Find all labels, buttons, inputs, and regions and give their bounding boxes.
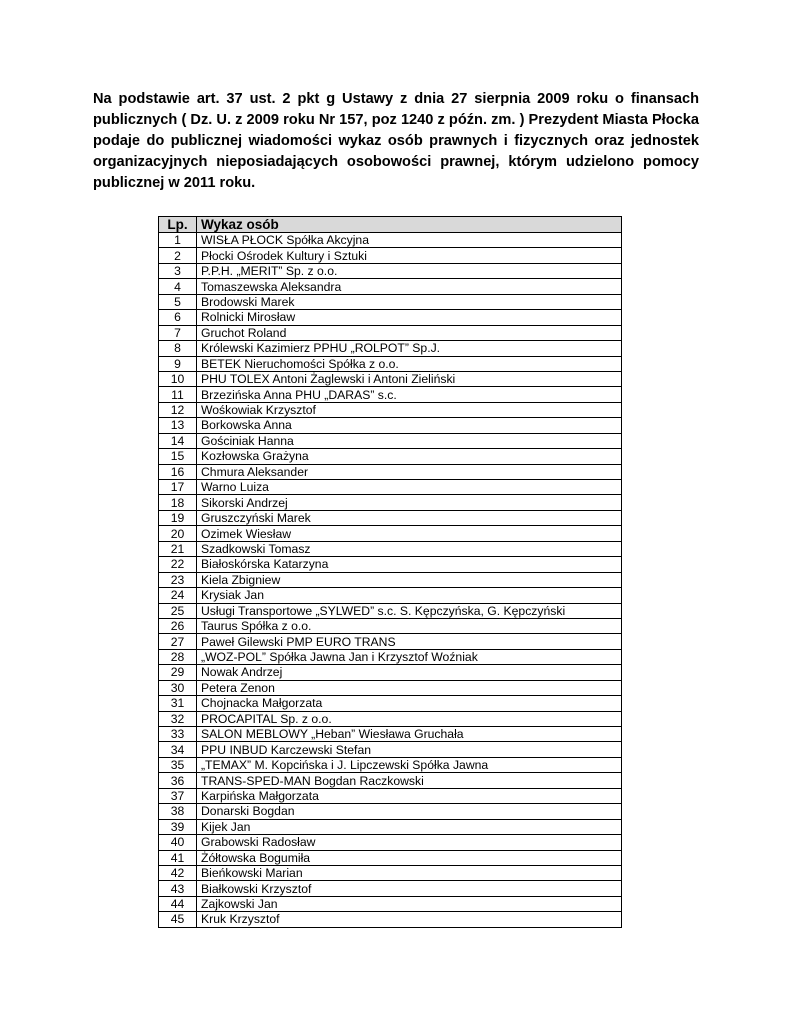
row-number: 42 <box>159 865 197 880</box>
table-row <box>159 680 622 695</box>
row-entity-name: Brzezińska Anna PHU „DARAS” s.c. <box>197 387 622 402</box>
row-entity-name: Petera Zenon <box>197 680 622 695</box>
row-number: 16 <box>159 464 197 479</box>
table-row <box>159 464 622 479</box>
row-entity-name: PHU TOLEX Antoni Żaglewski i Antoni Zieliński <box>197 371 622 386</box>
row-number: 26 <box>159 618 197 633</box>
row-entity-name: Kruk Krzysztof <box>197 912 622 927</box>
row-entity-name: Borkowska Anna <box>197 418 622 433</box>
row-entity-name: Gościniak Hanna <box>197 433 622 448</box>
row-number: 9 <box>159 356 197 371</box>
row-entity-name: SALON MEBLOWY „Heban” Wiesława Gruchała <box>197 727 622 742</box>
row-number: 24 <box>159 588 197 603</box>
row-number: 19 <box>159 510 197 525</box>
row-number: 45 <box>159 912 197 927</box>
row-number: 2 <box>159 248 197 263</box>
row-number: 41 <box>159 850 197 865</box>
row-number: 39 <box>159 819 197 834</box>
table-row <box>159 912 622 927</box>
beneficiaries-table <box>158 216 622 928</box>
row-number: 28 <box>159 649 197 664</box>
row-entity-name: Warno Luiza <box>197 480 622 495</box>
row-number: 30 <box>159 680 197 695</box>
row-entity-name: Brodowski Marek <box>197 294 622 309</box>
row-entity-name: Donarski Bogdan <box>197 804 622 819</box>
table-row <box>159 788 622 803</box>
row-number: 20 <box>159 526 197 541</box>
row-entity-name: Królewski Kazimierz PPHU „ROLPOT” Sp.J. <box>197 341 622 356</box>
row-number: 37 <box>159 788 197 803</box>
row-entity-name: Rolnicki Mirosław <box>197 310 622 325</box>
row-number: 17 <box>159 480 197 495</box>
table-row <box>159 742 622 757</box>
table-row <box>159 896 622 911</box>
row-number: 8 <box>159 341 197 356</box>
table-row <box>159 495 622 510</box>
row-number: 3 <box>159 263 197 278</box>
row-entity-name: Nowak Andrzej <box>197 665 622 680</box>
row-number: 27 <box>159 634 197 649</box>
table-header <box>159 217 622 233</box>
table-row <box>159 881 622 896</box>
column-header-name: Wykaz osób <box>197 217 622 233</box>
table-row <box>159 526 622 541</box>
row-entity-name: Usługi Transportowe „SYLWED” s.c. S. Kępczyńska, G. Kępczyński <box>197 603 622 618</box>
row-entity-name: Paweł Gilewski PMP EURO TRANS <box>197 634 622 649</box>
table-row <box>159 356 622 371</box>
row-number: 36 <box>159 773 197 788</box>
row-entity-name: Gruchot Roland <box>197 325 622 340</box>
row-entity-name: BETEK Nieruchomości Spółka z o.o. <box>197 356 622 371</box>
table-row <box>159 696 622 711</box>
row-number: 18 <box>159 495 197 510</box>
row-entity-name: Tomaszewska Aleksandra <box>197 279 622 294</box>
row-entity-name: Taurus Spółka z o.o. <box>197 618 622 633</box>
row-number: 25 <box>159 603 197 618</box>
row-number: 4 <box>159 279 197 294</box>
table-row <box>159 588 622 603</box>
row-entity-name: Chojnacka Małgorzata <box>197 696 622 711</box>
row-number: 21 <box>159 541 197 556</box>
row-entity-name: „WOZ-POL” Spółka Jawna Jan i Krzysztof Woźniak <box>197 649 622 664</box>
table-row <box>159 727 622 742</box>
column-header-lp: Lp. <box>159 217 197 233</box>
row-entity-name: TRANS-SPED-MAN Bogdan Raczkowski <box>197 773 622 788</box>
row-entity-name: Gruszczyński Marek <box>197 510 622 525</box>
header-row <box>159 217 622 233</box>
row-number: 35 <box>159 757 197 772</box>
table-row <box>159 757 622 772</box>
row-entity-name: Białkowski Krzysztof <box>197 881 622 896</box>
row-entity-name: Ozimek Wiesław <box>197 526 622 541</box>
row-number: 14 <box>159 433 197 448</box>
table-row <box>159 804 622 819</box>
table-row <box>159 665 622 680</box>
table-row <box>159 310 622 325</box>
table-row <box>159 233 622 248</box>
row-entity-name: „TEMAX” M. Kopcińska i J. Lipczewski Spółka Jawna <box>197 757 622 772</box>
table-row <box>159 649 622 664</box>
table-row <box>159 325 622 340</box>
table-row <box>159 433 622 448</box>
table-row <box>159 263 622 278</box>
row-entity-name: PROCAPITAL Sp. z o.o. <box>197 711 622 726</box>
row-entity-name: Zajkowski Jan <box>197 896 622 911</box>
row-entity-name: Białoskórska Katarzyna <box>197 557 622 572</box>
row-number: 31 <box>159 696 197 711</box>
table-row <box>159 865 622 880</box>
row-entity-name: P.P.H. „MERIT” Sp. z o.o. <box>197 263 622 278</box>
row-number: 12 <box>159 402 197 417</box>
row-number: 22 <box>159 557 197 572</box>
row-entity-name: Żółtowska Bogumiła <box>197 850 622 865</box>
table-row <box>159 279 622 294</box>
table-row <box>159 480 622 495</box>
table-row <box>159 819 622 834</box>
row-entity-name: Krysiak Jan <box>197 588 622 603</box>
row-entity-name: Sikorski Andrzej <box>197 495 622 510</box>
table-row <box>159 248 622 263</box>
row-number: 6 <box>159 310 197 325</box>
row-entity-name: Chmura Aleksander <box>197 464 622 479</box>
table-row <box>159 510 622 525</box>
table-row <box>159 449 622 464</box>
row-number: 43 <box>159 881 197 896</box>
table-row <box>159 557 622 572</box>
table-row <box>159 634 622 649</box>
row-number: 11 <box>159 387 197 402</box>
row-number: 10 <box>159 371 197 386</box>
row-number: 13 <box>159 418 197 433</box>
row-entity-name: Kozłowska Grażyna <box>197 449 622 464</box>
intro-paragraph: Na podstawie art. 37 ust. 2 pkt g Ustawy z dnia 27 sierpnia 2009 roku o finansach publicznych ( Dz. U. z 2009 roku Nr 157, poz 1240 z późn. zm. ) Prezydent Miasta Płocka podaje do publicznej wiadomości wykaz osób prawnych i fizycznych oraz jednostek organizacyjnych nieposiadających osobowości prawnej, którym udzielono pomocy publicznej w 2011 roku. <box>93 91 699 191</box>
table-row <box>159 711 622 726</box>
table-row <box>159 603 622 618</box>
row-number: 5 <box>159 294 197 309</box>
table-row <box>159 618 622 633</box>
row-entity-name: Karpińska Małgorzata <box>197 788 622 803</box>
row-entity-name: Wośkowiak Krzysztof <box>197 402 622 417</box>
row-entity-name: Grabowski Radosław <box>197 835 622 850</box>
row-entity-name: Płocki Ośrodek Kultury i Sztuki <box>197 248 622 263</box>
row-number: 40 <box>159 835 197 850</box>
row-number: 34 <box>159 742 197 757</box>
row-number: 32 <box>159 711 197 726</box>
table-row <box>159 572 622 587</box>
row-entity-name: Szadkowski Tomasz <box>197 541 622 556</box>
table-row <box>159 541 622 556</box>
row-number: 29 <box>159 665 197 680</box>
row-number: 44 <box>159 896 197 911</box>
table-row <box>159 850 622 865</box>
table-row <box>159 835 622 850</box>
row-number: 33 <box>159 727 197 742</box>
row-entity-name: Kiela Zbigniew <box>197 572 622 587</box>
row-entity-name: Kijek Jan <box>197 819 622 834</box>
table-row <box>159 773 622 788</box>
row-entity-name: Bieńkowski Marian <box>197 865 622 880</box>
table-row <box>159 387 622 402</box>
row-number: 15 <box>159 449 197 464</box>
row-number: 38 <box>159 804 197 819</box>
row-number: 1 <box>159 233 197 248</box>
table-row <box>159 371 622 386</box>
row-entity-name: PPU INBUD Karczewski Stefan <box>197 742 622 757</box>
table-row <box>159 402 622 417</box>
row-number: 23 <box>159 572 197 587</box>
table-row <box>159 341 622 356</box>
table-row <box>159 418 622 433</box>
row-entity-name: WISŁA PŁOCK Spółka Akcyjna <box>197 233 622 248</box>
table-row <box>159 294 622 309</box>
row-number: 7 <box>159 325 197 340</box>
table-body <box>159 233 622 928</box>
